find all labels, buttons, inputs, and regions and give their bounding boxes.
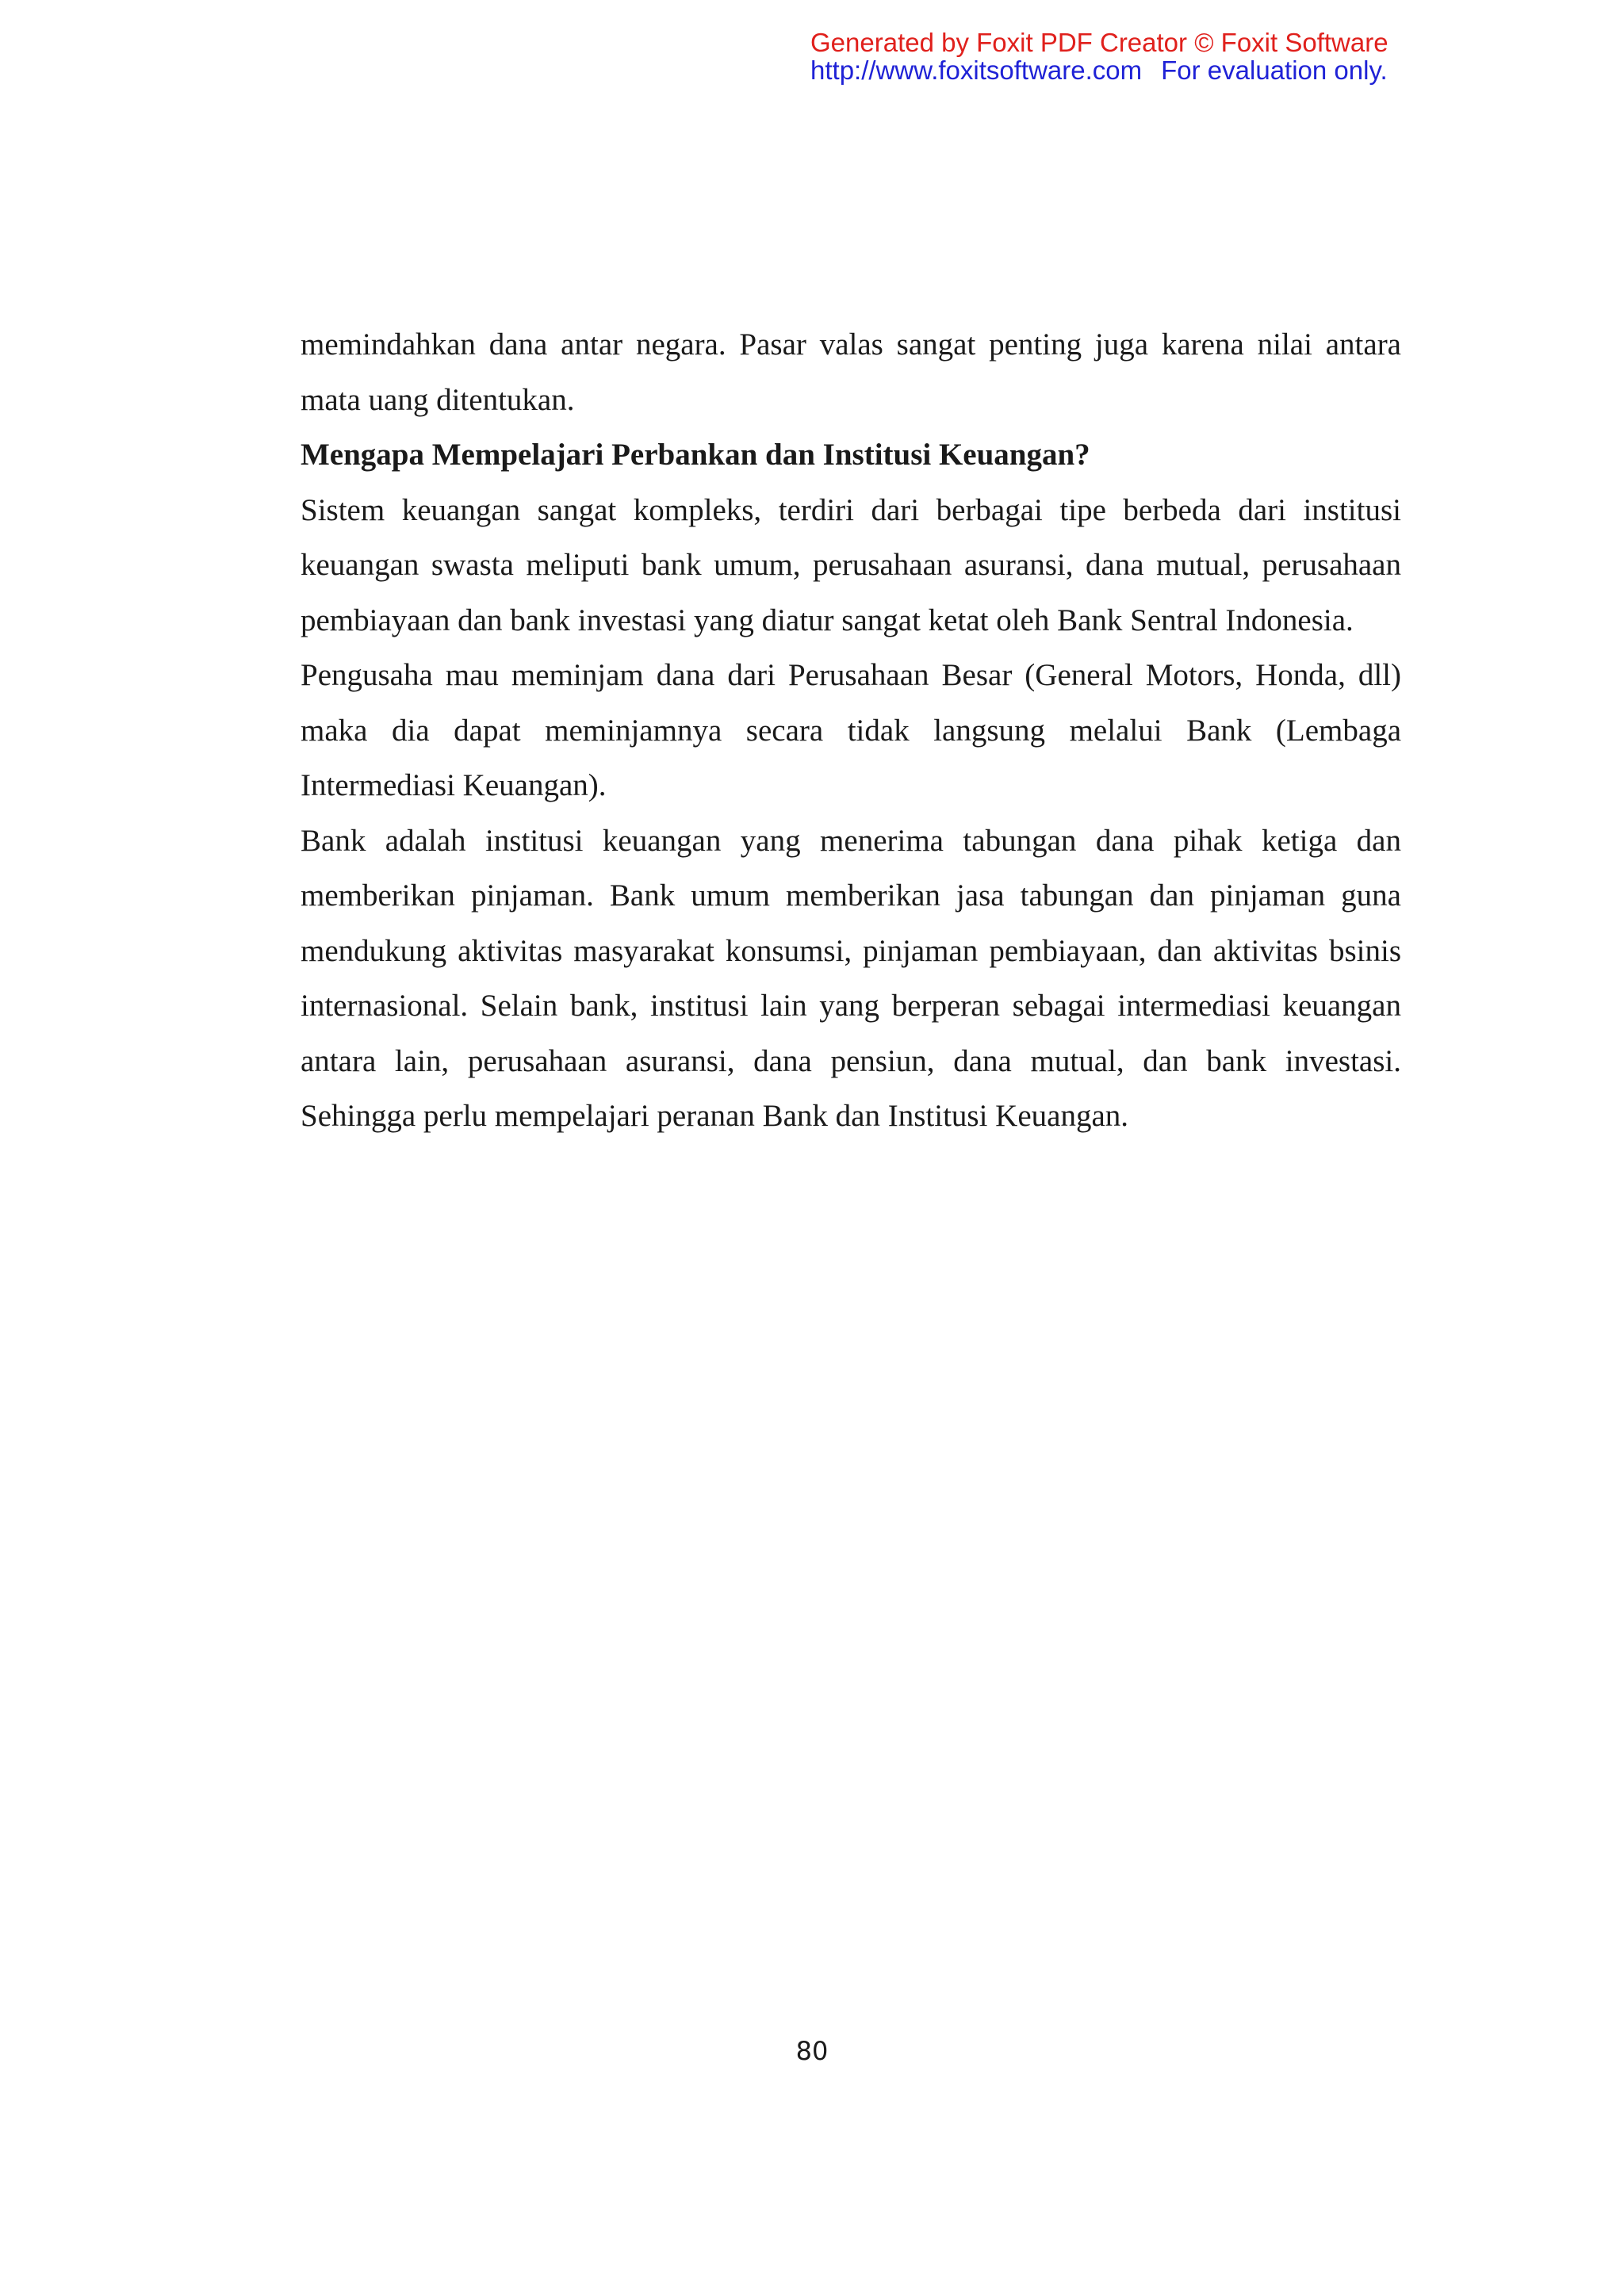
watermark-evaluation-note: For evaluation only. xyxy=(1161,55,1388,85)
watermark-url: http://www.foxitsoftware.com xyxy=(810,55,1143,85)
watermark-url-line xyxy=(810,56,1388,84)
paragraph-forex-continuation: memindahkan dana antar negara. Pasar valas sangat penting juga karena nilai antara mata uang ditentukan. xyxy=(301,327,1401,417)
paragraph-financial-system: Sistem keuangan sangat kompleks, terdiri dari berbagai tipe berbeda dari institusi keuangan swasta meliputi bank umum, perusahaan asuransi, dana mutual, perusahaan pembiayaan dan bank investasi yang diatur sangat ketat oleh Bank Sentral Indonesia. xyxy=(301,492,1401,637)
paragraph-borrowing: Pengusaha mau meminjam dana dari Perusahaan Besar (General Motors, Honda, dll) maka dia dapat meminjamnya secara tidak langsung melalui Bank (Lembaga Intermediasi Keuangan). xyxy=(301,658,1401,802)
section-heading: Mengapa Mempelajari Perbankan dan Institusi Keuangan? xyxy=(301,438,1090,472)
page-number: 80 xyxy=(795,2036,829,2066)
foxit-watermark xyxy=(810,29,1388,84)
page-body xyxy=(301,317,1401,1144)
watermark-generated-line: Generated by Foxit PDF Creator © Foxit Software xyxy=(810,28,1388,57)
paragraph-bank-definition: Bank adalah institusi keuangan yang menerima tabungan dana pihak ketiga dan memberikan pinjaman. Bank umum memberikan jasa tabungan dan pinjaman guna mendukung aktivitas masyarakat konsumsi, pinjaman pembiayaan, dan aktivitas bsinis internasional. Selain bank, institusi lain yang berperan sebagai intermediasi keuangan antara lain, perusahaan asuransi, dana pensiun, dana mutual, dan bank investasi. Sehingga perlu mempelajari peranan Bank dan Institusi Keuangan. xyxy=(301,823,1401,1133)
